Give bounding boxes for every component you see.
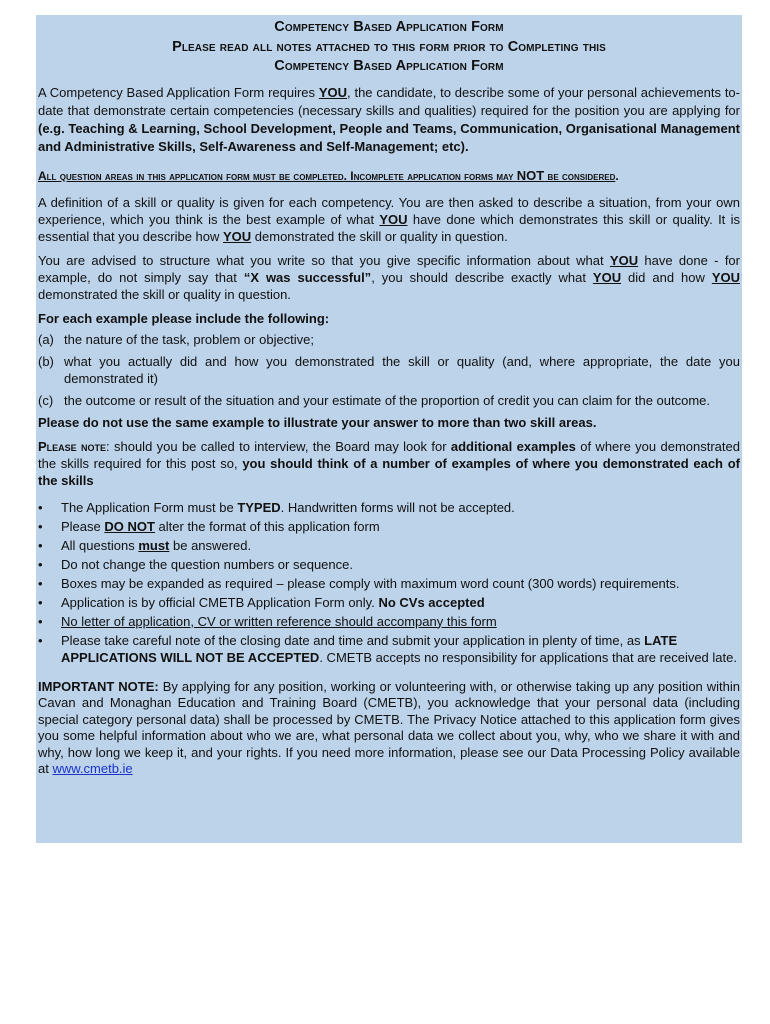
bullet-item [38,499,740,516]
advice-text-4: did and how [621,269,712,285]
advice-text-2: have done - for example, do not simply say that [38,252,740,285]
bullet-text-part: Please [61,518,105,534]
bullet-icon: • [38,575,43,591]
bullet-bold: No CVs accepted [378,594,485,610]
bullet-icon: • [38,613,43,629]
cmetb-website-link[interactable]: www.cmetb.ie [52,761,133,776]
all-questions-not: NOT [516,167,545,183]
all-questions-text-1: All question areas in this application form must be completed. Incomplete application forms may [38,168,517,183]
bullet-text [61,632,740,666]
intro-paragraph [38,84,740,156]
bullet-text-part: alter the format of this application form [154,518,380,534]
bullet-text: No letter of application, CV or written reference should accompany this form [61,613,497,629]
intro-you: YOU [318,84,348,100]
bullet-item [38,537,740,554]
advice-you-2: YOU [592,269,622,285]
list-item [38,331,740,348]
bullet-text-part: The Application Form must be [61,499,238,515]
advice-text-3: , you should describe exactly what [371,269,593,285]
bullet-icon: • [38,632,43,648]
important-note-label: IMPORTANT NOTE: [38,678,159,694]
bullet-item [38,594,740,611]
bullet-text: Boxes may be expanded as required – please comply with maximum word count (300 words) requirements. [61,575,680,591]
title-line-3: Competency Based Application Form [274,58,504,74]
important-note-text: By applying for any position, working or volunteering with, or otherwise taking up any position within Cavan and Monaghan Education and Training Board (CMETB), you acknowledge that your personal data (including special category personal data) shall be processed by CMETB. The Privacy Notice attached to this application form gives you some helpful information about who we are, what personal data we collect about you, why, who we share it with and why, how long we keep it, and your rights. If you need more information, please see our Data Processing Policy available at [38,678,741,776]
advice-you-3: YOU [711,269,740,285]
include-heading: For each example please include the following: [38,310,330,326]
definition-you-2: YOU [223,228,252,244]
definition-text-3: demonstrated the skill or quality in question. [251,228,508,244]
title-line-2: Please read all notes attached to this form prior to Completing this [172,38,606,55]
please-note-text-2: of where you demonstrated the skills required for this post so, [38,438,740,471]
list-item [38,353,740,387]
definition-paragraph [38,194,740,245]
bullet-bold: TYPED [237,499,281,515]
intro-text-2: , the candidate, to describe some of your personal achievements to-date that demonstrate certain competencies (necessary skills and qualities) required for the position you are applying for [38,84,740,118]
bullet-bold: must [138,537,170,553]
bullet-icon: • [38,594,43,610]
bullet-item [38,632,740,666]
form-title [38,18,740,77]
important-note-paragraph [38,679,740,778]
bullet-item [38,575,740,592]
form-notes-panel [36,15,742,843]
bullet-text [61,594,485,611]
advice-text-1: You are advised to structure what you write so that you give specific information about what [38,252,610,268]
intro-examples: (e.g. Teaching & Learning, School Development, People and Teams, Communication, Organisational Management and Administrative Skills, Self-Awareness and Self-Management; etc). [38,120,740,154]
list-item-text: the nature of the task, problem or objective; [64,331,315,347]
advice-quote: “X was successful” [243,269,372,285]
include-list [38,331,740,409]
bullet-text [61,518,380,535]
list-item-key: (c) [38,392,54,408]
advice-you-1: YOU [609,252,639,268]
bullet-text-part: Please take careful note of the closing date and time and submit your application in plenty of time, as [61,632,645,648]
list-item-text: what you actually did and how you demonstrated the skill or quality (and, where appropriate, the date you demonstrated it) [64,353,740,386]
bullet-icon: • [38,499,43,515]
definition-text-1: A definition of a skill or quality is given for each competency. You are then asked to describe a situation, from your own experience, which you think is the best example of what [38,194,740,227]
bullet-text-part: . CMETB accepts no responsibility for applications that are received late. [319,649,737,665]
bullet-text-part: All questions [61,537,139,553]
please-note-label: Please note [38,438,107,454]
please-note-paragraph [38,438,740,489]
bullet-icon: • [38,556,43,572]
bullet-text: Do not change the question numbers or sequence. [61,556,353,572]
rules-bullet-list [38,499,740,666]
intro-text-1: A Competency Based Application Form requires [38,84,319,100]
list-item [38,392,740,409]
bullet-text-part: . Handwritten forms will not be accepted. [280,499,515,515]
bullet-bold: LATE APPLICATIONS WILL NOT BE ACCEPTED [61,632,678,665]
bullet-bold: DO NOT [104,518,155,534]
same-example-notice: Please do not use the same example to illustrate your answer to more than two skill areas. [38,414,597,430]
bullet-item [38,556,740,573]
list-item-key: (b) [38,353,54,369]
bullet-item [38,518,740,535]
please-note-text-1: : should you be called to interview, the Board may look for [106,438,451,454]
all-questions-end: . [615,168,619,183]
bullet-text [61,499,515,516]
list-item-key: (a) [38,331,54,347]
bullet-item [38,613,740,630]
please-note-bold-2: you should think of a number of examples of where you demonstrated each of the skills [38,455,740,488]
definition-you-1: YOU [379,211,408,227]
bullet-icon: • [38,537,43,553]
all-questions-text-2: be considered [544,168,616,183]
bullet-text-part: be answered. [169,537,252,553]
definition-text-2: have done which demonstrates this skill or quality. It is essential that you describe how [38,211,740,244]
bullet-icon: • [38,518,43,534]
bullet-text [61,537,251,554]
list-item-text: the outcome or result of the situation and your estimate of the proportion of credit you can claim for the outcome. [64,392,711,408]
all-questions-notice [38,167,740,185]
title-line-1: Competency Based Application Form [274,19,504,35]
bullet-text-part: Application is by official CMETB Application Form only. [61,594,379,610]
please-note-bold-1: additional examples [450,438,576,454]
advice-text-5: demonstrated the skill or quality in question. [38,286,291,302]
advice-paragraph [38,252,740,303]
